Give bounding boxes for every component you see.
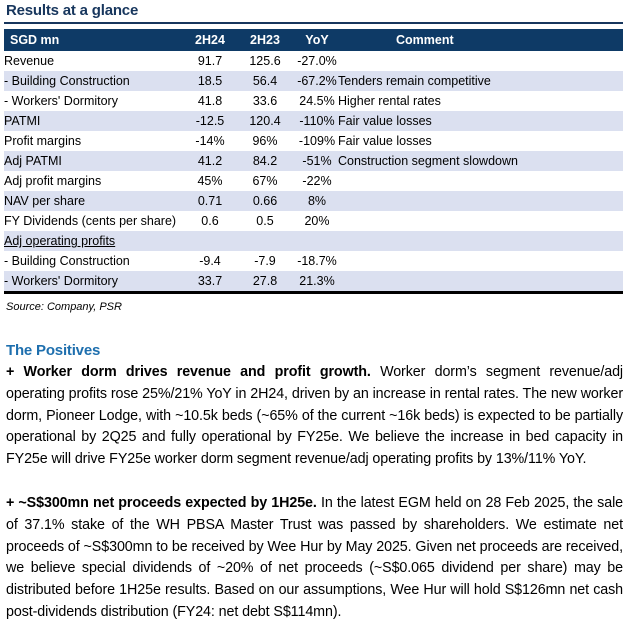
cell-2h24: 33.7 bbox=[197, 274, 223, 288]
cell-2h24: -9.4 bbox=[199, 254, 221, 268]
cell-yoy: -109% bbox=[298, 134, 336, 148]
cell-yoy bbox=[296, 231, 338, 251]
table-row bbox=[4, 211, 623, 231]
cell-yoy: -67.2% bbox=[297, 74, 337, 88]
cell-2h23: 125.6 bbox=[249, 54, 281, 68]
header-comment: Comment bbox=[338, 29, 623, 51]
cell-2h24: 0.71 bbox=[197, 194, 223, 208]
cell-2h24: 18.5 bbox=[197, 74, 223, 88]
cell-label: - Building Construction bbox=[4, 74, 130, 88]
cell-yoy: -27.0% bbox=[297, 54, 337, 68]
cell-2h24: -14% bbox=[195, 134, 225, 148]
cell-2h23: 67% bbox=[252, 174, 278, 188]
cell-label: FY Dividends (cents per share) bbox=[4, 214, 177, 228]
cell-yoy: 8% bbox=[307, 194, 327, 208]
table-row bbox=[4, 191, 623, 211]
cell-2h23 bbox=[234, 231, 296, 251]
positives-paragraph-2 bbox=[4, 493, 623, 622]
table-row bbox=[4, 71, 623, 91]
cell-comment bbox=[338, 231, 623, 251]
cell-comment bbox=[338, 191, 623, 211]
cell-2h23: 27.8 bbox=[252, 274, 278, 288]
cell-comment: Construction segment slowdown bbox=[338, 154, 518, 168]
cell-comment: Higher rental rates bbox=[338, 94, 441, 108]
cell-2h23: 120.4 bbox=[249, 114, 281, 128]
cell-yoy: -18.7% bbox=[297, 254, 337, 268]
table-row bbox=[4, 131, 623, 151]
table-row bbox=[4, 271, 623, 293]
cell-yoy: 21.3% bbox=[299, 274, 335, 288]
cell-label: Profit margins bbox=[4, 134, 82, 148]
cell-2h24: 91.7 bbox=[197, 54, 223, 68]
header-2h23: 2H23 bbox=[234, 29, 296, 51]
cell-2h23: -7.9 bbox=[254, 254, 276, 268]
cell-2h24: 41.8 bbox=[197, 94, 223, 108]
cell-2h23: 84.2 bbox=[252, 154, 278, 168]
cell-label: Adj operating profits bbox=[4, 234, 116, 248]
header-2h24: 2H24 bbox=[186, 29, 234, 51]
section-heading-positives: The Positives bbox=[6, 342, 101, 359]
cell-label: Revenue bbox=[4, 54, 55, 68]
cell-2h23: 0.66 bbox=[252, 194, 278, 208]
cell-yoy: 24.5% bbox=[299, 94, 335, 108]
table-row bbox=[4, 51, 623, 71]
cell-yoy: 20% bbox=[304, 214, 330, 228]
cell-yoy: -110% bbox=[299, 114, 335, 128]
header-yoy: YoY bbox=[296, 29, 338, 51]
results-table-body bbox=[4, 51, 623, 293]
cell-2h23: 96% bbox=[252, 134, 278, 148]
cell-label: Adj profit margins bbox=[4, 174, 102, 188]
cell-label: NAV per share bbox=[4, 194, 86, 208]
cell-2h24: 41.2 bbox=[197, 154, 223, 168]
paragraph-1-lead: + Worker dorm drives revenue and profit growth. bbox=[6, 364, 371, 380]
cell-2h23: 33.6 bbox=[252, 94, 278, 108]
results-table bbox=[4, 29, 623, 294]
positives-paragraph-1 bbox=[4, 362, 623, 471]
cell-2h24: 45% bbox=[197, 174, 223, 188]
cell-comment bbox=[338, 211, 623, 231]
header-sgd-mn: SGD mn bbox=[4, 29, 186, 51]
cell-2h24 bbox=[186, 231, 234, 251]
table-row bbox=[4, 111, 623, 131]
cell-comment bbox=[338, 251, 623, 271]
results-table-title: Results at a glance bbox=[4, 2, 623, 24]
cell-comment bbox=[338, 271, 623, 293]
cell-label: - Workers' Dormitory bbox=[4, 274, 118, 288]
paragraph-2-body: In the latest EGM held on 28 Feb 2025, the sale of 37.1% stake of the WH PBSA Master Trust was passed by shareholders. We estimate net proceeds of ~S$300mn to be received by Wee Hur by May 2025. Given net proceeds are received, we believe special dividends of ~20% of net proceeds (~S$0.065 dividend per share) may be distributed before 1H25e results. Based on our assumptions, Wee Hur will hold S$126mn net cash post-dividends distribution (FY24: net debt S$114mn). bbox=[6, 494, 623, 620]
source-note: Source: Company, PSR bbox=[6, 301, 122, 313]
table-row bbox=[4, 251, 623, 271]
cell-yoy: -51% bbox=[302, 154, 332, 168]
table-row bbox=[4, 91, 623, 111]
cell-comment bbox=[338, 171, 623, 191]
cell-2h24: -12.5 bbox=[195, 114, 225, 128]
cell-2h23: 0.5 bbox=[256, 214, 274, 228]
table-row bbox=[4, 231, 623, 251]
paragraph-1-body: Worker dorm’s segment revenue/adj operating profits rose 25%/21% YoY in 2H24, driven by an increase in rental rates. The new worker dorm, Pioneer Lodge, with ~10.5k beds (~65% of the current ~16k beds) is expected to be partially operational by 2Q25 and fully operational by FY25e. We believe the increase in bed capacity in FY25e will drive FY25e worker dorm segment revenue/adj operating profits by 13%/11% YoY. bbox=[6, 364, 623, 468]
cell-2h23: 56.4 bbox=[252, 74, 278, 88]
cell-2h24: 0.6 bbox=[201, 214, 219, 228]
table-row bbox=[4, 151, 623, 171]
table-row bbox=[4, 171, 623, 191]
cell-yoy: -22% bbox=[302, 174, 332, 188]
cell-label: - Building Construction bbox=[4, 254, 130, 268]
cell-label: Adj PATMI bbox=[4, 154, 62, 168]
cell-comment bbox=[338, 51, 623, 71]
cell-comment: Tenders remain competitive bbox=[338, 74, 491, 88]
table-header-row bbox=[4, 29, 623, 51]
cell-label: - Workers' Dormitory bbox=[4, 94, 118, 108]
cell-comment: Fair value losses bbox=[338, 114, 432, 128]
paragraph-2-lead: + ~S$300mn net proceeds expected by 1H25e. bbox=[6, 494, 317, 511]
cell-label: PATMI bbox=[4, 114, 41, 128]
cell-comment: Fair value losses bbox=[338, 134, 432, 148]
